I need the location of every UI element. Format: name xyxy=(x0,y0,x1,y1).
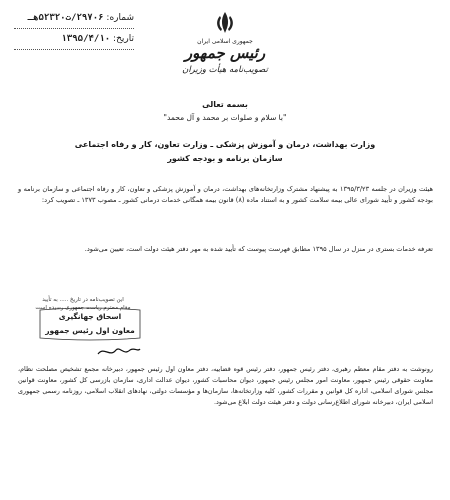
document-date: ۱۳۹۵/۴/۱۰ xyxy=(61,34,111,44)
document-header-meta xyxy=(14,12,134,54)
salutation-line: "با سلام و صلوات بر محمد و آل محمد" xyxy=(163,113,287,122)
document-number-row: شماره: ۲۹۷۰۶/ت۵۲۳۲۰هـ xyxy=(14,12,134,29)
basmala xyxy=(120,100,330,122)
document-number-label: شماره xyxy=(109,13,134,23)
country-name: جمهوری اسلامی ایران xyxy=(197,38,253,45)
body-paragraph: هیئت وزیران در جلسه ۱۳۹۵/۳/۲۳ به پیشنهاد مشترک وزارتخانه‌های بهداشت، درمان و آموزش پزشکی و تعاون، کار و رفاه اجتماعی و سازمان برنامه و بودجه کشور و تأیید شورای عالی بیمه سلامت کشور و به استناد ماده (۸) قانون بیمه همگانی خدمات درمانی کشور ـ مصوب ۱۳۷۳ ـ تصویب کرد: xyxy=(18,185,433,204)
side-vertical-text xyxy=(8,360,18,490)
basmala-line: بسمه تعالی xyxy=(202,100,248,109)
recipient-line: وزارت بهداشت، درمان و آموزش پزشکی ـ وزارت تعاون، کار و رفاه اجتماعی xyxy=(74,140,376,149)
document-date-row: تاریخ: ۱۳۹۵/۴/۱۰ xyxy=(14,33,134,50)
body-paragraph: تعرفه خدمات بستری در منزل در سال ۱۳۹۵ مطابق فهرست پیوست که تأیید شده به مهر دفتر هیئت دولت است، تعیین می‌شود. xyxy=(84,245,433,253)
signatory-name: اسحاق جهانگیری xyxy=(58,312,122,321)
stamp-line: این تصویب‌نامه در تاریخ ..... به تأیید xyxy=(42,297,124,303)
recipient-line: سازمان برنامه و بودجه کشور xyxy=(167,154,283,163)
stamp-line: مقام محترم ریاست جمهوری رسیده است xyxy=(35,305,131,311)
iran-emblem-icon xyxy=(212,10,238,36)
distribution-list: رونوشت به دفتر مقام معظم رهبری، دفتر رئیس جمهور، دفتر رئیس قوه قضاییه، دفتر معاون اول رئیس جمهور، دبیرخانه مجمع تشخیص مصلحت نظام، معاونت حقوقی رئیس جمهور، معاونت امور مجلس رئیس جمهور، دیوان محاسبات کشور، دیوان عدالت اداری، سازمان بازرسی کل کشور، معاونت قوانین مجلس شورای اسلامی، اداره کل قوانین و مقررات کشور، کلیه وزارتخانه‌ها، سازمان‌ها و مؤسسات دولتی، نهادهای انقلاب اسلامی، روزنامه رسمی جمهوری اسلامی ایران، دبیرخانه شورای اطلاع‌رسانی دولت و دفتر هیئت دولت ابلاغ می‌شود. xyxy=(18,365,433,406)
document-number: ۲۹۷۰۶/ت۵۲۳۲۰هـ xyxy=(27,13,104,23)
document-date-label: تاریخ xyxy=(116,34,134,44)
signatory-title: معاون اول رئیس جمهور xyxy=(45,326,135,335)
cabinet-decree-subtitle: تصویب‌نامه هیأت وزیران xyxy=(182,65,268,75)
president-title: رئیس جمهور xyxy=(184,44,266,62)
handwritten-signature-icon xyxy=(96,344,142,360)
recipients xyxy=(60,138,390,166)
